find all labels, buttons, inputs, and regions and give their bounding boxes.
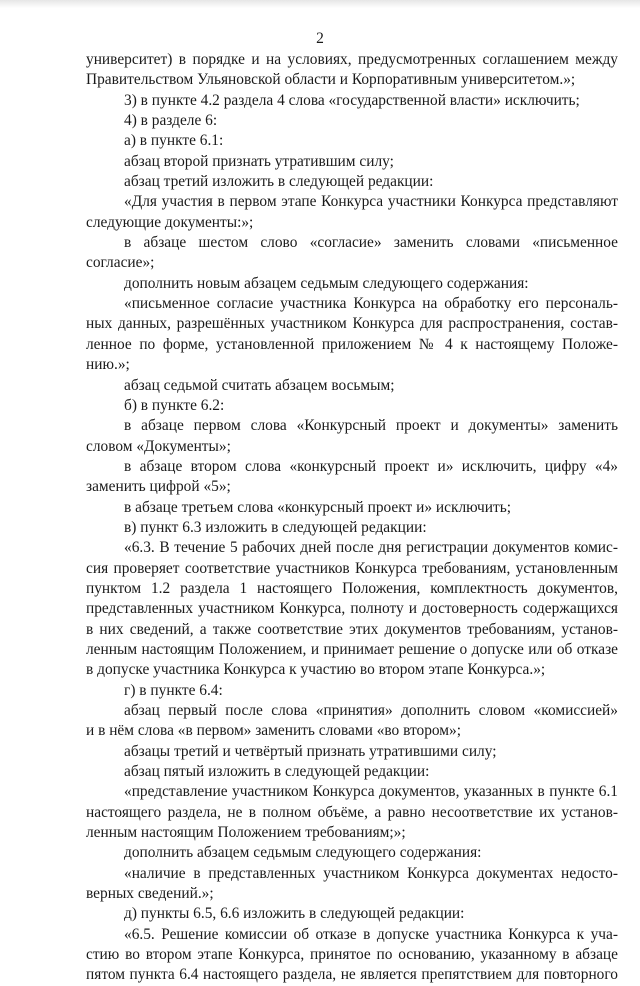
text-line: «письменное согласие участника Конкурса на обработку его персональ-: [124, 295, 618, 313]
text-line: следующие документы:»;: [86, 213, 254, 231]
text-line: б) в пункте 6.2:: [124, 396, 225, 414]
text-line: пунктом 1.2 раздела 1 настоящего Положения, комплектность документов,: [86, 579, 618, 597]
text-line: а) в пункте 6.1:: [124, 132, 224, 150]
text-line: ленным настоящим Положением, и принимает решение о допуске или об отказе: [86, 640, 618, 658]
text-line: представленных участником Конкурса, полноту и достоверность содержащихся: [86, 600, 618, 618]
text-line: в абзаце первом слова «Конкурсный проект и документы» заменить: [124, 417, 618, 435]
text-line: согласие»;: [86, 254, 155, 272]
text-line: в абзаце втором слова «конкурсный проект и» исключить, цифру «4»: [124, 457, 618, 475]
text-line: пятом пункта 6.4 настоящего раздела, не является препятствием для повторного: [86, 966, 618, 984]
text-line: «6.5. Решение комиссии об отказе в допуске участника Конкурса к уча-: [124, 925, 618, 943]
text-line: нию.»;: [86, 356, 130, 374]
text-line: дополнить абзацем седьмым следующего содержания:: [124, 844, 482, 862]
text-line: абзац третий изложить в следующей редакции:: [124, 173, 434, 191]
text-line: университет) в порядке и на условиях, предусмотренных соглашением между: [86, 51, 618, 68]
text-line: ленным настоящим Положением требованиям;»;: [86, 824, 406, 842]
document-body: [86, 50, 618, 986]
text-line: 4) в разделе 6:: [124, 112, 218, 130]
text-line: в абзаце шестом слово «согласие» заменить словами «письменное: [124, 234, 618, 252]
text-line: Правительством Ульяновской области и Корпоративным университетом.»;: [86, 71, 576, 89]
text-line: в абзаце третьем слова «конкурсный проект и» исключить;: [124, 498, 512, 516]
text-line: ленное по форме, установленной приложением № 4 к настоящему Положе-: [86, 335, 618, 353]
text-line: верных сведений.»;: [86, 885, 214, 903]
text-line: абзацы третий и четвёртый признать утратившими силу;: [124, 742, 497, 760]
text-line: ных данных, разрешённых участником Конкурса для распространения, состав-: [86, 315, 618, 333]
text-line: в них сведений, а также соответствие этих документов требованиям, установ-: [86, 620, 618, 638]
text-line: «6.3. В течение 5 рабочих дней после дня регистрации документов комис-: [124, 539, 618, 557]
text-line: «наличие в представленных участником Конкурса документах недосто-: [124, 864, 618, 882]
text-line: абзац седьмой считать абзацем восьмым;: [124, 376, 395, 394]
text-line: стию во втором этапе Конкурса, принятое по основанию, указанному в абзаце: [86, 946, 618, 964]
text-line: и в нём слова «в первом» заменить словами «во втором»;: [86, 722, 462, 740]
text-line: дополнить новым абзацем седьмым следующего содержания:: [124, 274, 529, 292]
text-line: в допуске участника Конкурса к участию во втором этапе Конкурса.»;: [86, 661, 546, 679]
text-line: абзац второй признать утратившим силу;: [124, 152, 394, 170]
text-line: настоящего раздела, не в полном объёме, а равно несоответствие их установ-: [86, 803, 618, 821]
text-line: словом «Документы»;: [86, 437, 231, 455]
text-line: д) пункты 6.5, 6.6 изложить в следующей редакции:: [124, 905, 465, 923]
text-line: 3) в пункте 4.2 раздела 4 слова «государственной власти» исключить;: [124, 91, 580, 109]
text-line: абзац пятый изложить в следующей редакции:: [124, 763, 430, 781]
text-line: «Для участия в первом этапе Конкурса участники Конкурса представляют: [124, 193, 618, 211]
text-line: сия проверяет соответствие участников Конкурса требованиям, установленным: [86, 559, 618, 577]
text-line: абзац первый после слова «принятия» дополнить словом «комиссией»: [124, 702, 618, 719]
text-line: заменить цифрой «5»;: [86, 478, 231, 496]
text-line: г) в пункте 6.4:: [124, 681, 223, 699]
text-line: «представление участником Конкурса документов, указанных в пункте 6.1: [124, 783, 618, 801]
page-number: 2: [316, 30, 324, 47]
text-line: в) пункт 6.3 изложить в следующей редакции:: [124, 518, 427, 536]
scan-edge: [0, 0, 640, 8]
